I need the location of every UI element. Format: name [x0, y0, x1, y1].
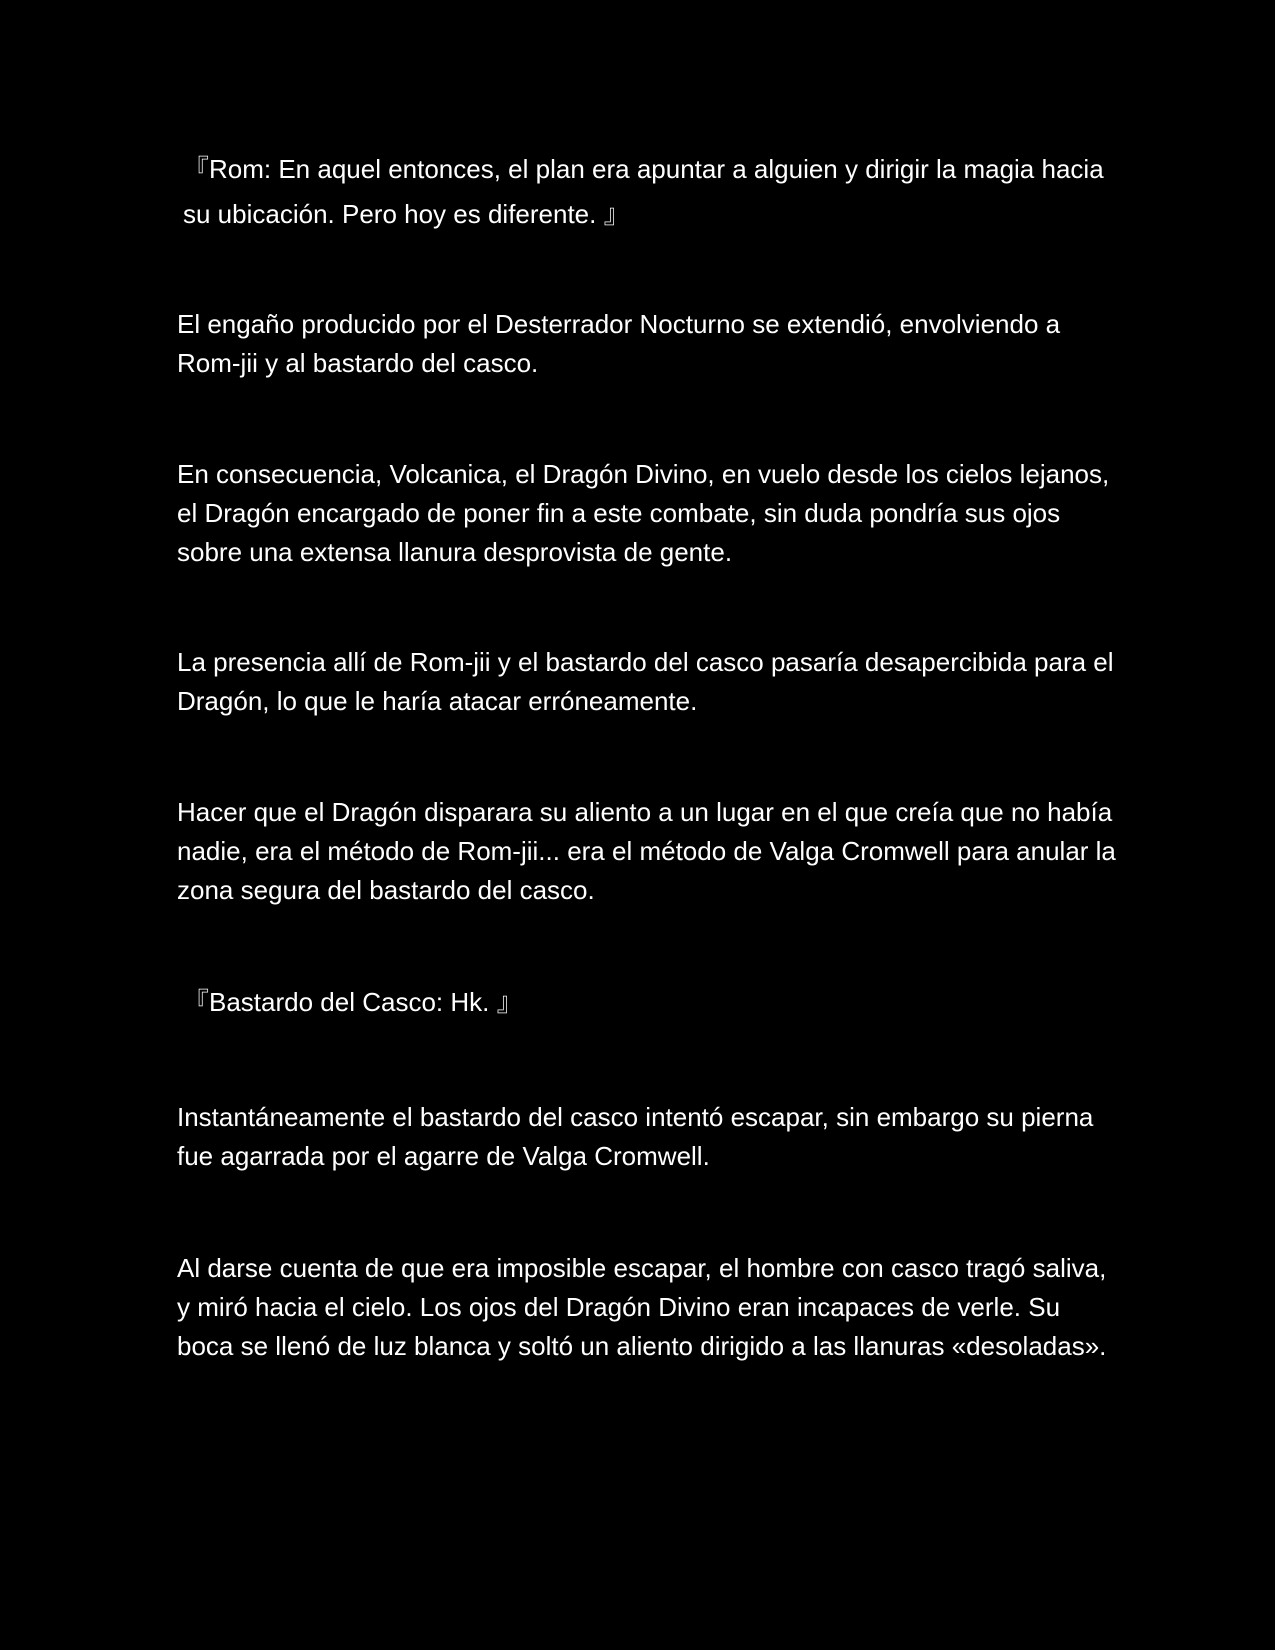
paragraph-breath: Al darse cuenta de que era imposible escapar, el hombre con casco tragó saliva, y miró hacia el cielo. Los ojos del Dragón Divino eran incapaces de verle. Su boca se llenó de luz blanca y soltó un aliento dirigido a las llanuras «desoladas».: [177, 1253, 1107, 1361]
paragraph-presence: La presencia allí de Rom-jii y el bastardo del casco pasaría desapercibida para el Dragón, lo que le haría atacar erróneamente.: [177, 647, 1114, 716]
dialogue-helmet-bastard: 『Bastardo del Casco: Hk. 』: [183, 987, 523, 1017]
paragraph-escape: Instantáneamente el bastardo del casco intentó escapar, sin embargo su pierna fue agarrada por el agarre de Valga Cromwell.: [177, 1102, 1094, 1171]
paragraph-method: Hacer que el Dragón disparara su aliento a un lugar en el que creía que no había nadie, era el método de Rom-jii... era el método de Valga Cromwell para anular la zona segura del bastardo del casco.: [177, 797, 1116, 905]
paragraph-volcanica: En consecuencia, Volcanica, el Dragón Divino, en vuelo desde los cielos lejanos, el Dragón encargado de poner fin a este combate, sin duda pondría sus ojos sobre una extensa llanura desprovista de gente.: [177, 459, 1110, 567]
paragraph-illusion: El engaño producido por el Desterrador Nocturno se extendió, envolviendo a Rom-jii y al bastardo del casco.: [177, 309, 1061, 378]
dialogue-rom: 『Rom: En aquel entonces, el plan era apuntar a alguien y dirigir la magia hacia su ubicación. Pero hoy es diferente. 』: [183, 154, 1104, 229]
